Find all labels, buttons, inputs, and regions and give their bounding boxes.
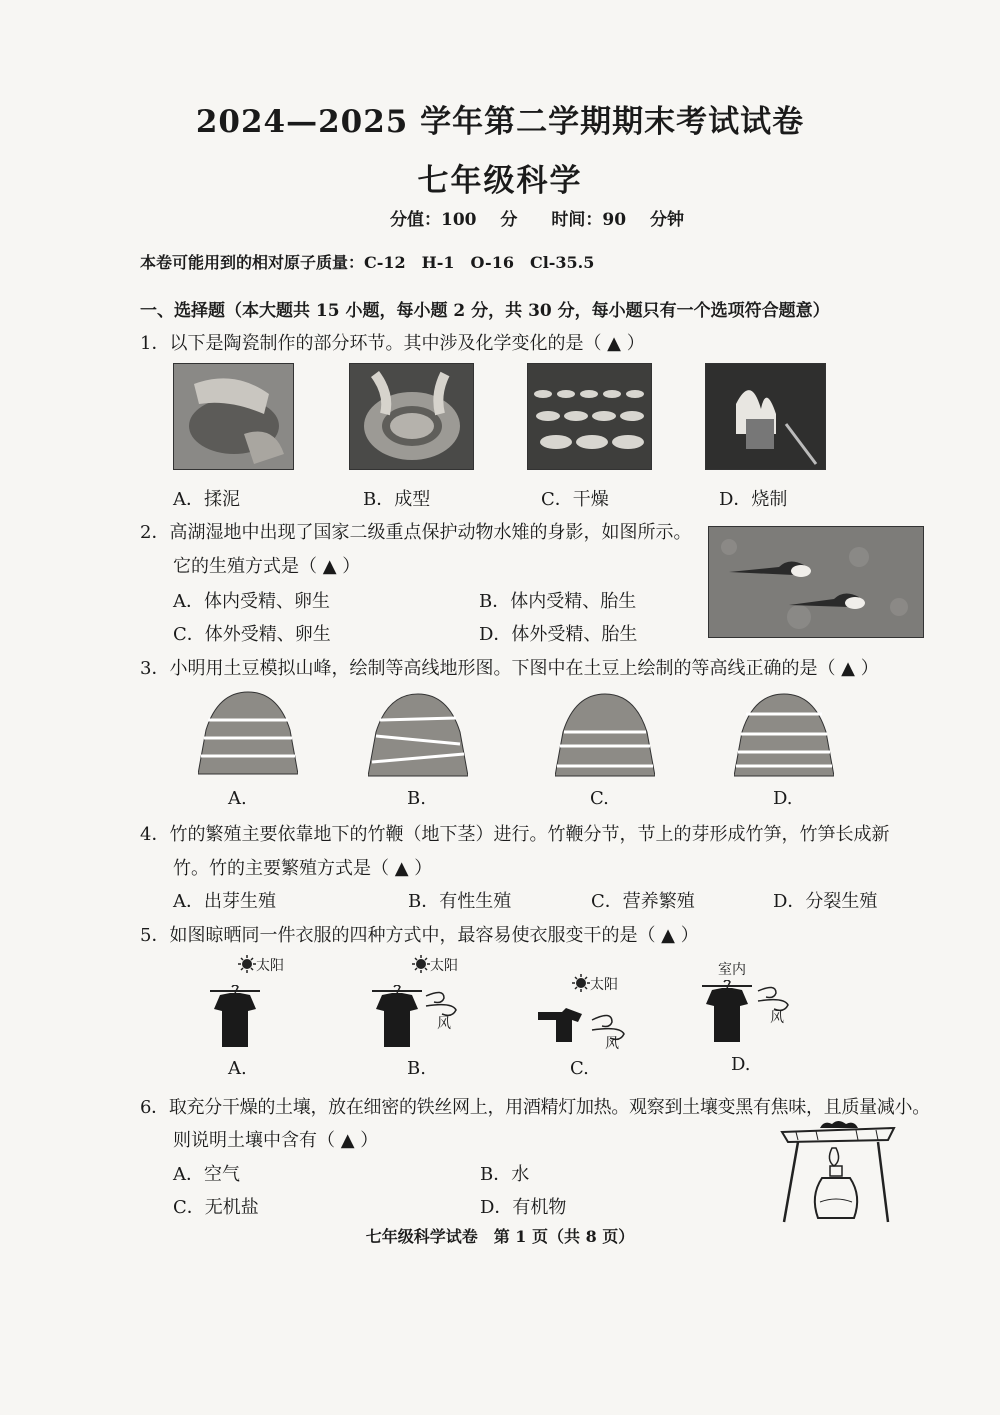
- hanging-shirt-icon: [702, 980, 752, 1050]
- q1-option-a[interactable]: A．揉泥: [173, 489, 240, 510]
- alcohol-lamp-heating-soil-diagram: [776, 1118, 900, 1226]
- q2-option-a[interactable]: A．体内受精、卵生: [173, 591, 330, 612]
- question-4-line1: 4．竹的繁殖主要依靠地下的竹鞭（地下茎）进行。竹鞭分节，节上的芽形成竹笋，竹笋长成新: [140, 824, 890, 845]
- q4-option-c[interactable]: C．营养繁殖: [591, 891, 695, 912]
- q5b-wind-label: 风: [437, 1016, 451, 1032]
- question-1: 1．以下是陶瓷制作的部分环节。其中涉及化学变化的是（ ▲ ）: [140, 333, 645, 354]
- sun-icon: [238, 955, 256, 973]
- q6-option-d[interactable]: D．有机物: [480, 1197, 567, 1218]
- question-4-line2: 竹。竹的主要繁殖方式是（ ▲ ）: [173, 858, 433, 879]
- score-time: 分值：100 分 时间：90 分钟: [390, 210, 684, 230]
- hanging-shirt-icon: [210, 985, 260, 1055]
- q3-option-d[interactable]: D.: [773, 788, 793, 809]
- page-footer: 七年级科学试卷 第 1 页（共 8 页）: [365, 1227, 635, 1246]
- q4-option-d[interactable]: D．分裂生殖: [773, 891, 878, 912]
- potato-contour-d: [734, 692, 834, 778]
- q5c-sun-label: 太阳: [590, 977, 618, 993]
- question-6-line2: 则说明土壤中含有（ ▲ ）: [173, 1130, 379, 1151]
- question-2-line1: 2．高湖湿地中出现了国家二级重点保护动物水雉的身影，如图所示。: [140, 522, 692, 543]
- photo-firing-kiln: [705, 363, 826, 470]
- q5c-wind-label: 风: [605, 1036, 619, 1052]
- question-5: 5．如图晾晒同一件衣服的四种方式中，最容易使衣服变干的是（ ▲ ）: [140, 925, 699, 946]
- q5d-indoor-label: 室内: [718, 962, 746, 978]
- q5a-sun-label: 太阳: [256, 958, 284, 974]
- q3-option-b[interactable]: B.: [407, 788, 426, 809]
- q3-option-c[interactable]: C.: [590, 788, 609, 809]
- potato-contour-b: [368, 692, 468, 778]
- q4-option-b[interactable]: B．有性生殖: [408, 891, 512, 912]
- potato-contour-a: [198, 690, 298, 776]
- q5-option-d[interactable]: D.: [731, 1054, 751, 1075]
- q2-option-d[interactable]: D．体外受精、胎生: [479, 624, 638, 645]
- photo-shaping-clay: [349, 363, 474, 470]
- photo-pheasant-tailed-jacana: [708, 526, 924, 638]
- question-6-line1: 6．取充分干燥的土壤，放在细密的铁丝网上，用酒精灯加热。观察到土壤变黑有焦味，且质量减小。: [140, 1097, 930, 1118]
- folded-shirt-icon: [538, 1008, 586, 1044]
- q6-option-b[interactable]: B．水: [480, 1164, 530, 1185]
- q1-option-d[interactable]: D．烧制: [719, 489, 788, 510]
- sun-icon: [572, 974, 590, 992]
- q1-option-b[interactable]: B．成型: [363, 489, 431, 510]
- q2-option-b[interactable]: B．体内受精、胎生: [479, 591, 637, 612]
- potato-contour-c: [555, 692, 655, 778]
- photo-kneading-clay: [173, 363, 294, 470]
- q5b-sun-label: 太阳: [430, 958, 458, 974]
- question-2-line2: 它的生殖方式是（ ▲ ）: [173, 556, 361, 577]
- exam-title: 2024—2025 学年第二学期期末考试试卷: [195, 104, 805, 140]
- sun-icon: [412, 955, 430, 973]
- q1-option-c[interactable]: C．干燥: [541, 489, 609, 510]
- q5-option-b[interactable]: B.: [407, 1058, 426, 1079]
- q2-option-c[interactable]: C．体外受精、卵生: [173, 624, 331, 645]
- question-3: 3．小明用土豆模拟山峰，绘制等高线地形图。下图中在土豆上绘制的等高线正确的是（ ▲ ）: [140, 658, 879, 679]
- q4-option-a[interactable]: A．出芽生殖: [173, 891, 276, 912]
- q5d-wind-label: 风: [770, 1010, 784, 1026]
- q6-option-c[interactable]: C．无机盐: [173, 1197, 259, 1218]
- exam-subject: 七年级科学: [417, 163, 583, 199]
- section-heading: 一、选择题（本大题共 15 小题，每小题 2 分，共 30 分，每小题只有一个选项符合题意）: [140, 301, 830, 321]
- q5-option-c[interactable]: C.: [570, 1058, 589, 1079]
- photo-drying-pottery: [527, 363, 652, 470]
- q5-option-a[interactable]: A.: [228, 1058, 247, 1079]
- atomic-masses: 本卷可能用到的相对原子质量：C-12 H-1 O-16 Cl-35.5: [140, 253, 595, 272]
- q6-option-a[interactable]: A．空气: [173, 1164, 240, 1185]
- q3-option-a[interactable]: A.: [228, 788, 247, 809]
- hanging-shirt-icon: [372, 985, 422, 1055]
